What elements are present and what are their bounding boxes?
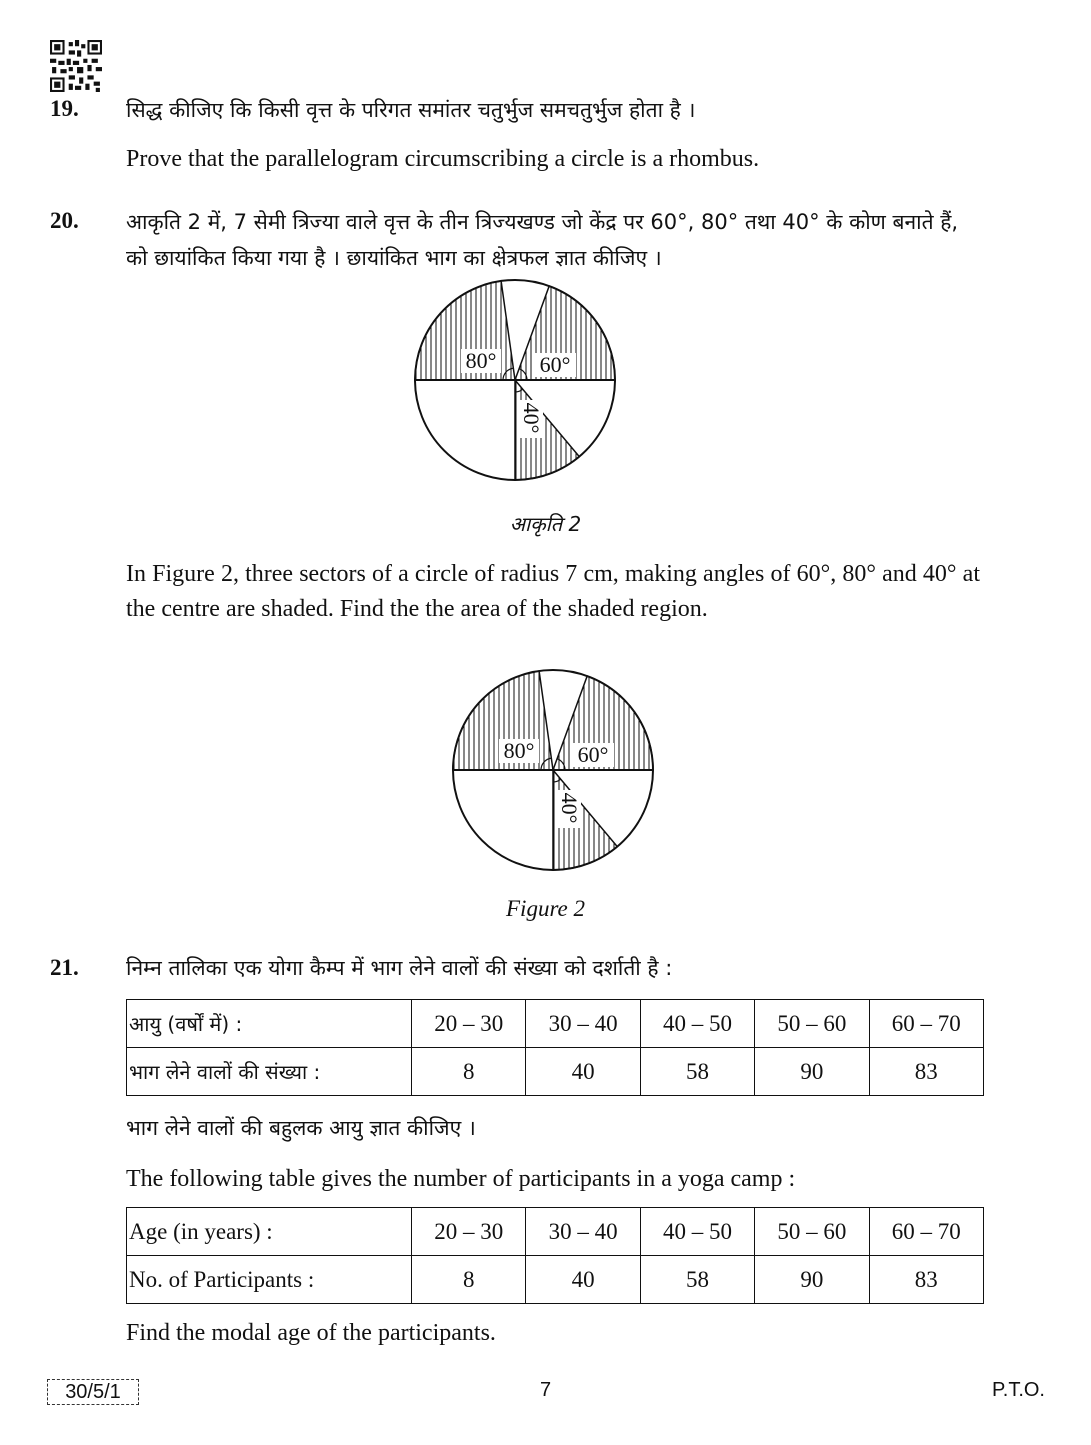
table-cell: 50 – 60 — [755, 1000, 869, 1048]
table-cell: 8 — [412, 1048, 526, 1096]
question-number-21: 21. — [50, 955, 79, 980]
table-cell: 50 – 60 — [755, 1208, 869, 1256]
page-number: 7 — [539, 1379, 552, 1401]
table-cell: 40 — [526, 1256, 640, 1304]
table-cell: 40 – 50 — [640, 1000, 754, 1048]
table-cell: 83 — [869, 1256, 983, 1304]
table-cell: 40 – 50 — [640, 1208, 754, 1256]
table-row — [127, 1208, 984, 1256]
english-data-table — [126, 1207, 984, 1304]
angle-label-60: 60° — [577, 742, 609, 767]
table-cell: 8 — [412, 1256, 526, 1304]
table-row-label: Age (in years) : — [127, 1208, 412, 1256]
table-cell: 58 — [640, 1048, 754, 1096]
table-row-label: No. of Participants : — [127, 1256, 412, 1304]
figure-caption-english: Figure 2 — [506, 896, 585, 921]
question-20-english: In Figure 2, three sectors of a circle of radius 7 cm, making angles of 60°, 80° and 40° at the centre are shaded. Find the the area of the shaded region. — [126, 561, 980, 622]
figure-2-english — [451, 666, 655, 874]
question-19-hindi: सिद्ध कीजिए कि किसी वृत्त के परिगत समांतर चतुर्भुज समचतुर्भुज होता है । — [126, 98, 696, 122]
table-cell: 40 — [526, 1048, 640, 1096]
angle-label-80: 80° — [503, 738, 535, 763]
table-cell: 20 – 30 — [412, 1000, 526, 1048]
table-cell: 90 — [755, 1048, 869, 1096]
qr-code-icon — [50, 40, 102, 92]
table-cell: 60 – 70 — [869, 1000, 983, 1048]
question-21-hindi-intro: निम्न तालिका एक योगा कैम्प में भाग लेने वालों की संख्या को दर्शाती है : — [126, 956, 673, 980]
table-row-label: आयु (वर्षों में) : — [127, 1000, 412, 1048]
table-cell: 58 — [640, 1256, 754, 1304]
table-cell: 60 – 70 — [869, 1208, 983, 1256]
table-row-label: भाग लेने वालों की संख्या : — [127, 1048, 412, 1096]
table-row — [127, 1256, 984, 1304]
table-cell: 83 — [869, 1048, 983, 1096]
table-cell: 30 – 40 — [526, 1000, 640, 1048]
figure-2-hindi — [413, 276, 617, 484]
question-number-19: 19. — [50, 96, 79, 121]
table-row — [127, 1000, 984, 1048]
angle-label-60: 60° — [539, 352, 571, 377]
hindi-data-table — [126, 999, 984, 1096]
table-cell: 90 — [755, 1256, 869, 1304]
figure-caption-hindi: आकृति 2 — [509, 512, 582, 536]
question-21-english-intro: The following table gives the number of participants in a yoga camp : — [126, 1166, 796, 1192]
question-21-english-question: Find the modal age of the participants. — [126, 1320, 496, 1346]
question-20-hindi: आकृति 2 में, 7 सेमी त्रिज्या वाले वृत्त के तीन त्रिज्यखण्ड जो केंद्र पर 60°, 80° तथा 40° के कोण बनाते हैं, को छायांकित किया गया है । छायांकित भाग का क्षेत्रफल ज्ञात कीजिए । — [126, 210, 959, 270]
pto-label: P.T.O. — [992, 1379, 1045, 1401]
angle-label-80: 80° — [465, 348, 497, 373]
table-row — [127, 1048, 984, 1096]
table-cell: 20 – 30 — [412, 1208, 526, 1256]
paper-code: 30/5/1 — [47, 1379, 139, 1405]
table-cell: 30 – 40 — [526, 1208, 640, 1256]
angle-label-40: 40° — [519, 402, 544, 434]
question-number-20: 20. — [50, 208, 79, 233]
question-21-hindi-question: भाग लेने वालों की बहुलक आयु ज्ञात कीजिए । — [126, 1116, 476, 1140]
angle-label-40: 40° — [557, 792, 582, 824]
question-19-english: Prove that the parallelogram circumscribing a circle is a rhombus. — [126, 146, 760, 172]
